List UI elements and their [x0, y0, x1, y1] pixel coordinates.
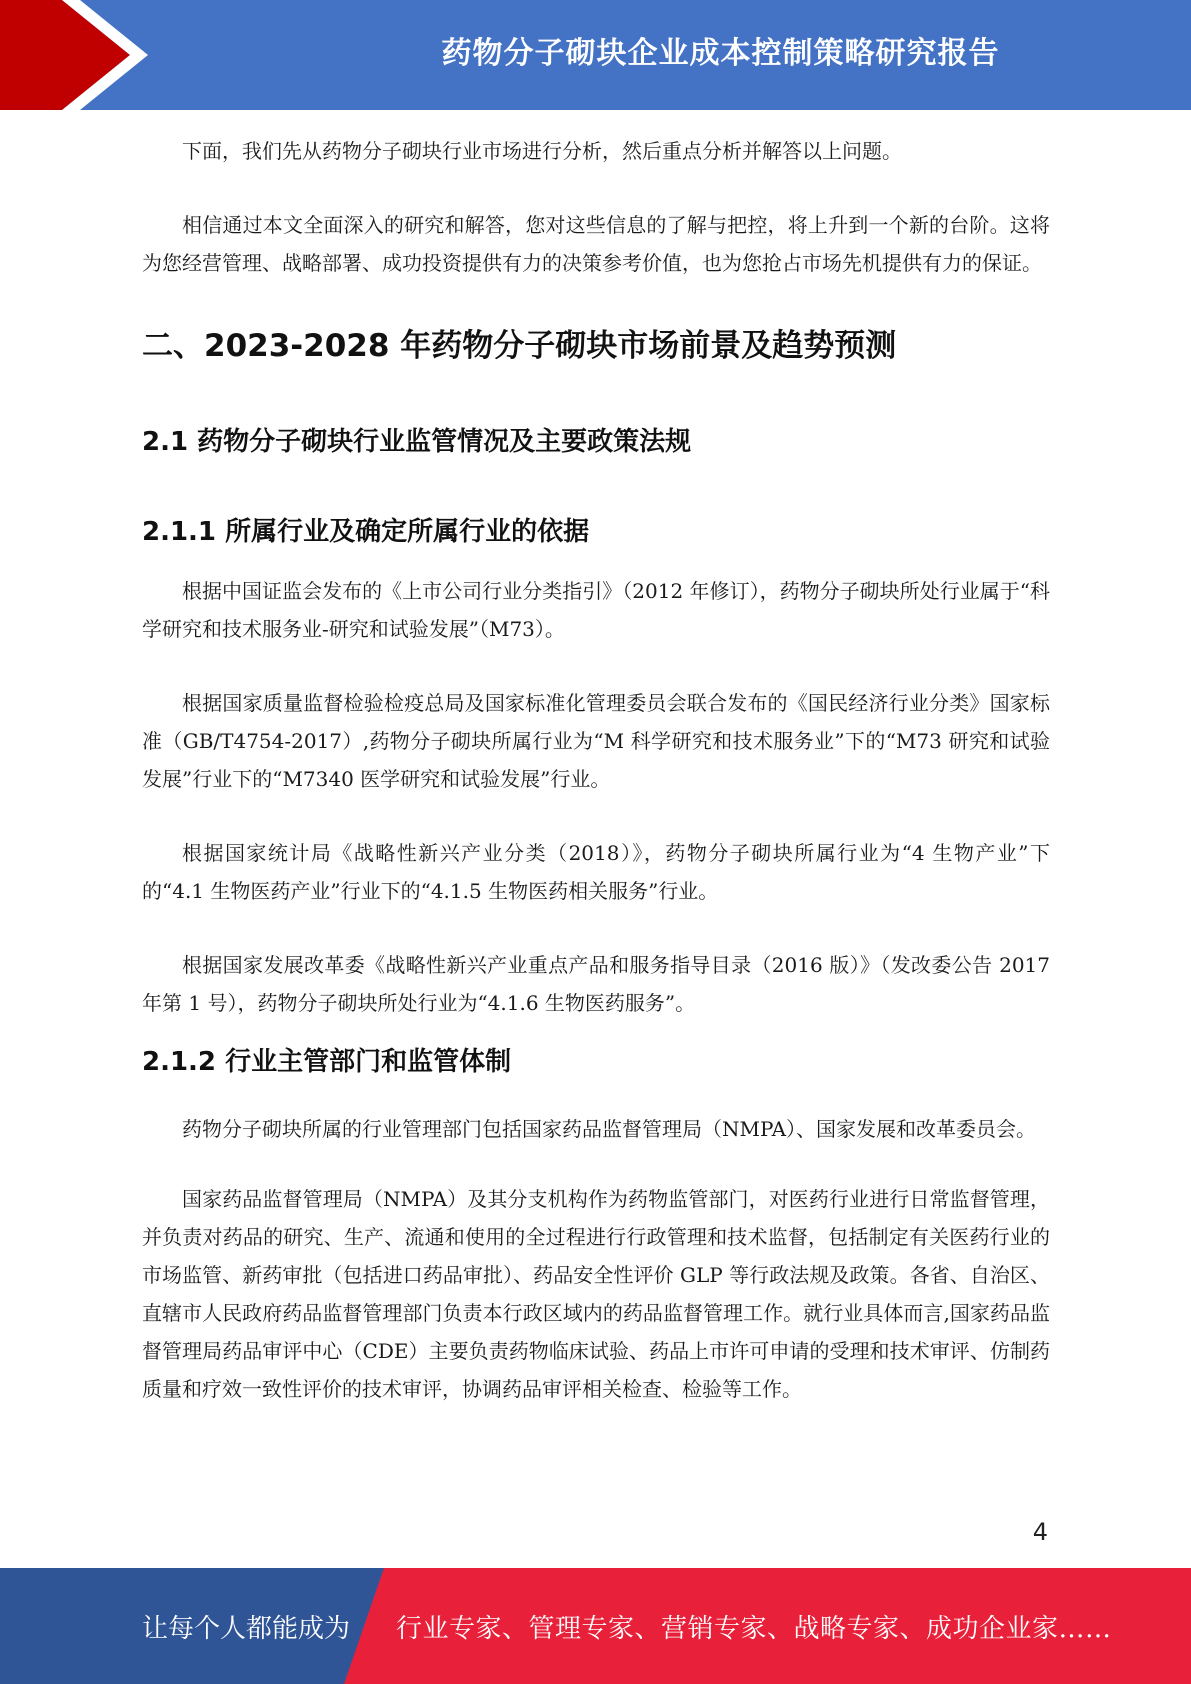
section-heading-2: 二、2023-2028 年药物分子砌块市场前景及趋势预测	[142, 328, 897, 364]
intro-paragraph-1: 下面，我们先从药物分子砌块行业市场进行分析，然后重点分析并解答以上问题。	[182, 139, 902, 163]
page-footer	[0, 1568, 1191, 1684]
intro-paragraph-2: 相信通过本文全面深入的研究和解答，您对这些信息的了解与把控，将上升到一个新的台阶。这将为您经营管理、战略部署、成功投资提供有力的决策参考价值，也为您抢占市场先机提供有力的保证。	[142, 213, 1050, 275]
department-paragraph-2: 国家药品监督管理局（NMPA）及其分支机构作为药物监管部门，对医药行业进行日常监督管理，并负责对药品的研究、生产、流通和使用的全过程进行行政管理和技术监督，包括制定有关医药行业的市场监管、新药审批（包括进口药品审批）、药品安全性评价 GLP 等行政法规及政策。各省、自治区、直辖市人民政府药品监督管理部门负责本行政区域内的药品监督管理工作。就行业具体而言,国家药品监督管理局药品审评中心（CDE）主要负责药物临床试验、药品上市许可申请的受理和技术审评、仿制药质量和疗效一致性评价的技术审评，协调药品审评相关检查、检验等工作。	[142, 1187, 1050, 1401]
subsection-heading-2-1-2: 2.1.2 行业主管部门和监管体制	[142, 1047, 512, 1077]
header-title: 药物分子砌块企业成本控制策略研究报告	[441, 36, 1000, 71]
document-body	[142, 132, 1050, 1408]
basis-paragraph-2: 根据国家质量监督检验检疫总局及国家标准化管理委员会联合发布的《国民经济行业分类》国家标准（GB/T4754-2017）,药物分子砌块所属行业为“M 科学研究和技术服务业”下的“M73 研究和试验发展”行业下的“M7340 医学研究和试验发展”行业。	[142, 691, 1050, 791]
arrow-banner-icon	[0, 0, 160, 110]
footer-slogan-left: 让每个人都能成为	[142, 1613, 351, 1644]
basis-paragraph-3: 根据国家统计局《战略性新兴产业分类（2018）》，药物分子砌块所属行业为“4 生物产业”下的“4.1 生物医药产业”行业下的“4.1.5 生物医药相关服务”行业。	[142, 841, 1050, 903]
footer-slogan-right: 行业专家、管理专家、营销专家、战略专家、成功企业家……	[396, 1613, 1112, 1644]
page-number: 4	[1032, 1518, 1048, 1546]
basis-paragraph-1: 根据中国证监会发布的《上市公司行业分类指引》（2012 年修订），药物分子砌块所处行业属于“科学研究和技术服务业-研究和试验发展”（M73）。	[142, 579, 1050, 641]
basis-paragraph-4: 根据国家发展改革委《战略性新兴产业重点产品和服务指导目录（2016 版）》（发改委公告 2017 年第 1 号），药物分子砌块所处行业为“4.1.6 生物医药服务”。	[142, 953, 1050, 1015]
subsection-heading-2-1-1: 2.1.1 所属行业及确定所属行业的依据	[142, 517, 590, 547]
page-header	[0, 0, 1191, 110]
subsection-heading-2-1: 2.1 药物分子砌块行业监管情况及主要政策法规	[142, 427, 692, 457]
department-paragraph-1: 药物分子砌块所属的行业管理部门包括国家药品监督管理局（NMPA）、国家发展和改革委员会。	[182, 1117, 1037, 1141]
